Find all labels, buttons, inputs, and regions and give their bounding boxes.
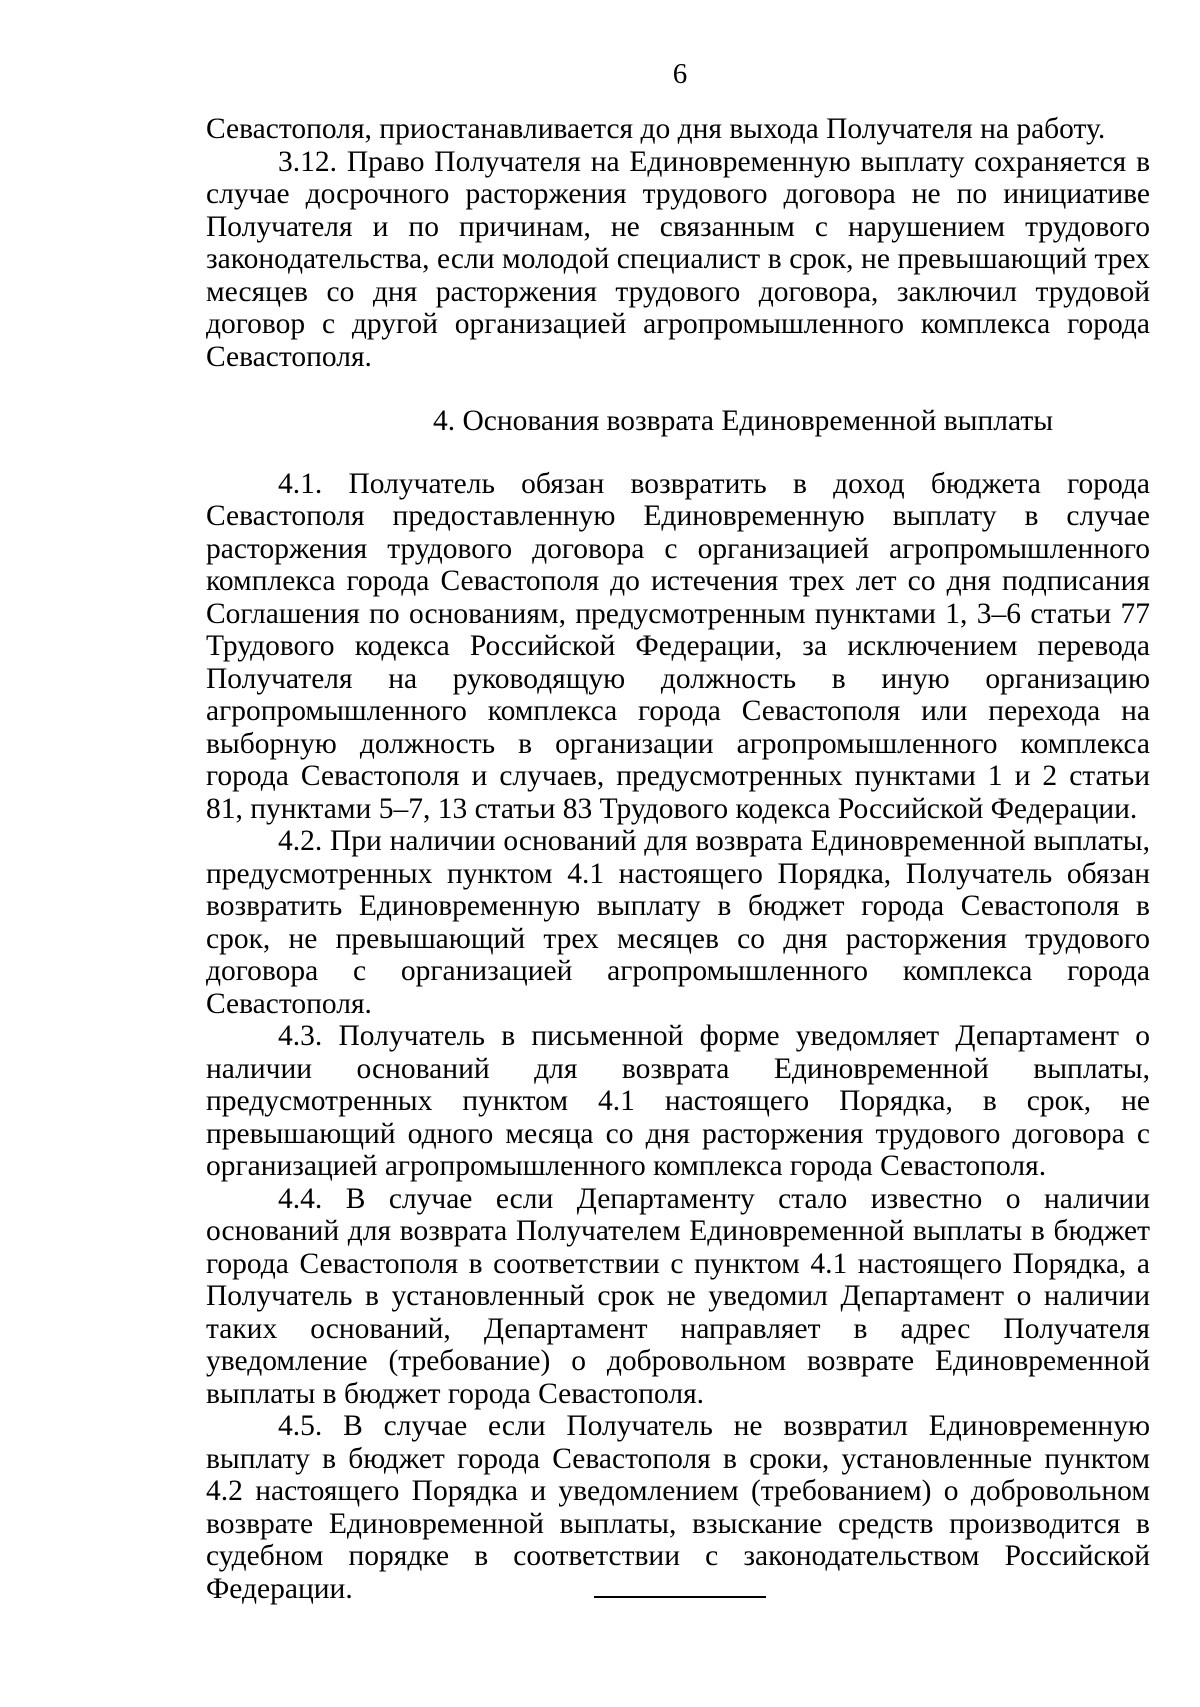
continuation-paragraph: Севастополя, приостанавливается до дня выхода Получателя на работу. bbox=[206, 113, 1106, 145]
page-number: 6 bbox=[672, 58, 688, 90]
end-of-document-rule bbox=[594, 1596, 766, 1598]
clause-4-2: 4.2. При наличии оснований для возврата Единовременной выплаты, предусмотренных пунктом 4.1 настоящего Порядка, Получатель обязан возвратить Единовременную выплату в бюджет города Севастополя в срок, не превышающий трех месяцев со дня расторжения трудового договора с организацией агропромышленного комплекса города Севастополя. bbox=[206, 825, 1150, 1020]
clause-4-3: 4.3. Получатель в письменной форме уведомляет Департамент о наличии оснований для возврата Единовременной выплаты, предусмотренных пунктом 4.1 настоящего Порядка, в срок, не превышающий одного месяца со дня расторжения трудового договора с организацией агропромышленного комплекса города Севастополя. bbox=[206, 1020, 1150, 1182]
section-4-heading: 4. Основания возврата Единовременной выплаты bbox=[432, 405, 1054, 437]
document-body bbox=[206, 113, 1150, 1605]
clause-4-5: 4.5. В случае если Получатель не возвратил Единовременную выплату в бюджет города Севастополя в сроки, установленные пунктом 4.2 настоящего Порядка и уведомлением (требованием) о добровольном возврате Единовременной выплаты, взыскание средств производится в судебном порядке в соответствии с законодательством Российской Федерации. bbox=[206, 1410, 1150, 1605]
clause-3-12: 3.12. Право Получателя на Единовременную выплату сохраняется в случае досрочного расторжения трудового договора не по инициативе Получателя и по причинам, не связанным с нарушением трудового законодательства, если молодой специалист в срок, не превышающий трех месяцев со дня расторжения трудового договора, заключил трудовой договор с другой организацией агропромышленного комплекса города Севастополя. bbox=[206, 145, 1150, 373]
clause-4-4: 4.4. В случае если Департаменту стало известно о наличии оснований для возврата Получателем Единовременной выплаты в бюджет города Севастополя в соответствии с пунктом 4.1 настоящего Порядка, а Получатель в установленный срок не уведомил Департамент о наличии таких оснований, Департамент направляет в адрес Получателя уведомление (требование) о добровольном возврате Единовременной выплаты в бюджет города Севастополя. bbox=[206, 1182, 1150, 1410]
clause-4-1: 4.1. Получатель обязан возвратить в доход бюджета города Севастополя предоставленную Единовременную выплату в случае расторжения трудового договора с организацией агропромышленного комплекса города Севастополя до истечения трех лет со дня подписания Соглашения по основаниям, предусмотренным пунктами 1, 3–6 статьи 77 Трудового кодекса Российской Федерации, за исключением перевода Получателя на руководящую должность в иную организацию агропромышленного комплекса города Севастополя или перехода на выборную должность в организации агропромышленного комплекса города Севастополя и случаев, предусмотренных пунктами 1 и 2 статьи 81, пунктами 5–7, 13 статьи 83 Трудового кодекса Российской Федерации. bbox=[206, 467, 1150, 825]
